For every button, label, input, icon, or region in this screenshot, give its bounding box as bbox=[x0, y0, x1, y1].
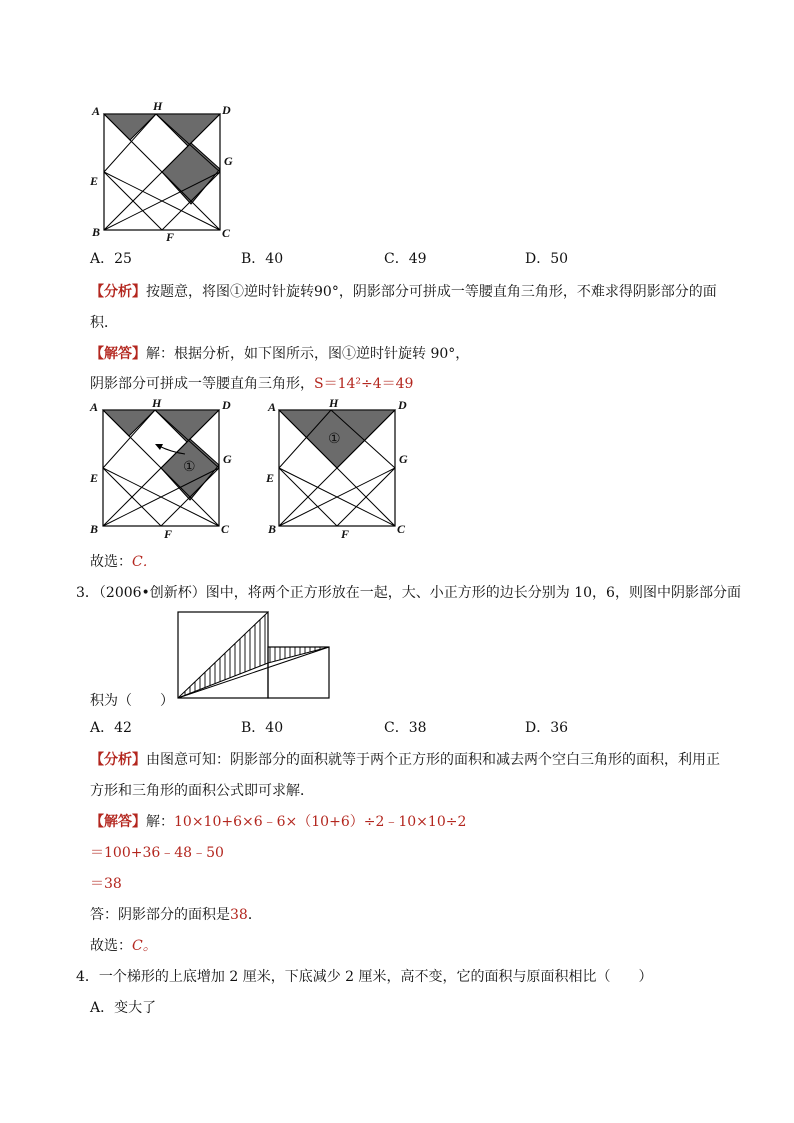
label-g: G bbox=[223, 452, 232, 466]
label-d: D bbox=[222, 398, 231, 412]
q3-final-answer bbox=[90, 904, 262, 924]
ans-prefix: 答：阴影部分的面积是 bbox=[90, 907, 230, 923]
circle-one-label: ① bbox=[328, 431, 341, 447]
circle-one-label: ① bbox=[183, 459, 196, 475]
label-a: A bbox=[90, 400, 99, 414]
q2-solution-line2 bbox=[90, 373, 413, 393]
q3-analysis-cont: 方形和三角形的面积公式即可求解． bbox=[90, 783, 314, 799]
label-b: B bbox=[92, 225, 101, 239]
q2-answer bbox=[90, 551, 157, 571]
analysis-text: 由图意可知：阴影部分的面积就等于两个正方形的面积和减去两个空白三角形的面积，利用正 bbox=[146, 752, 720, 768]
answer-value: C． bbox=[132, 554, 157, 570]
q3-stem-cont: 积为（ ） bbox=[90, 693, 174, 709]
label-c: C bbox=[222, 226, 231, 240]
label-b: B bbox=[90, 522, 99, 536]
ans-value: 38 bbox=[230, 907, 248, 923]
q2-option-c[interactable]: C．49 bbox=[384, 251, 427, 267]
solution-text: 解：根据分析，如下图所示，图①逆时针旋转 90°， bbox=[146, 346, 470, 362]
figure-2b-diagram bbox=[279, 410, 395, 526]
label-e: E bbox=[90, 174, 99, 188]
q3-solution bbox=[90, 811, 466, 831]
analysis-tag: 【分析】 bbox=[90, 284, 146, 300]
label-e: E bbox=[90, 471, 99, 485]
q2-option-a[interactable]: A．25 bbox=[90, 251, 132, 267]
answer-prefix: 故选： bbox=[90, 938, 132, 954]
solution-tag: 【解答】 bbox=[90, 346, 146, 362]
figure-2a-diagram bbox=[103, 410, 219, 526]
label-g: G bbox=[224, 154, 233, 168]
q3-option-b[interactable]: B．40 bbox=[241, 720, 284, 736]
q3-step-3: ＝38 bbox=[90, 876, 122, 892]
q3-analysis bbox=[90, 749, 720, 769]
label-a: A bbox=[268, 400, 277, 414]
q3-option-a[interactable]: A．42 bbox=[90, 720, 132, 736]
q2-option-b[interactable]: B．40 bbox=[241, 251, 284, 267]
label-a: A bbox=[92, 104, 101, 118]
q3-answer bbox=[90, 935, 157, 955]
q2-option-d[interactable]: D．50 bbox=[525, 251, 569, 267]
q2-analysis-cont: 积． bbox=[90, 315, 118, 331]
q2-solution bbox=[90, 343, 469, 363]
q3-step-2: ＝100+36﹣48﹣50 bbox=[90, 845, 224, 861]
solution-formula: S＝14²÷4＝49 bbox=[314, 376, 414, 392]
answer-value: C。 bbox=[132, 938, 157, 954]
label-d: D bbox=[222, 103, 231, 117]
label-g: G bbox=[399, 452, 408, 466]
q4-stem: 4．一个梯形的上底增加 2 厘米，下底减少 2 厘米，高不变，它的面积与原面积相比（ ） bbox=[76, 969, 653, 985]
q4-option-a[interactable]: A．变大了 bbox=[90, 1000, 157, 1016]
ans-suffix: ． bbox=[247, 907, 262, 923]
label-f: F bbox=[341, 527, 350, 541]
label-c: C bbox=[397, 522, 406, 536]
label-d: D bbox=[398, 398, 407, 412]
q3-option-d[interactable]: D．36 bbox=[525, 720, 569, 736]
figure-1-diagram bbox=[104, 114, 220, 230]
label-f: F bbox=[164, 527, 173, 541]
solution-tag: 【解答】 bbox=[90, 814, 146, 830]
q3-diagram bbox=[178, 612, 330, 702]
analysis-text: 按题意，将图①逆时针旋转90°，阴影部分可拼成一等腰直角三角形，不难求得阴影部分的面 bbox=[146, 284, 717, 300]
label-h: H bbox=[153, 99, 163, 113]
label-h: H bbox=[329, 396, 339, 410]
label-h: H bbox=[152, 396, 162, 410]
label-f: F bbox=[166, 230, 175, 244]
label-c: C bbox=[221, 522, 230, 536]
answer-prefix: 故选： bbox=[90, 554, 132, 570]
q2-analysis bbox=[90, 281, 717, 301]
solution-line2-prefix: 阴影部分可拼成一等腰直角三角形， bbox=[90, 376, 314, 392]
solution-formula: 10×10+6×6﹣6×（10+6）÷2﹣10×10÷2 bbox=[174, 814, 467, 830]
solution-text: 解： bbox=[146, 814, 174, 830]
q3-option-c[interactable]: C．38 bbox=[384, 720, 427, 736]
label-b: B bbox=[268, 522, 277, 536]
analysis-tag: 【分析】 bbox=[90, 752, 146, 768]
q3-stem: 3．（2006•创新杯）图中，将两个正方形放在一起，大、小正方形的边长分别为 10，6，则图中阴影部分面 bbox=[76, 585, 741, 601]
label-e: E bbox=[266, 471, 275, 485]
